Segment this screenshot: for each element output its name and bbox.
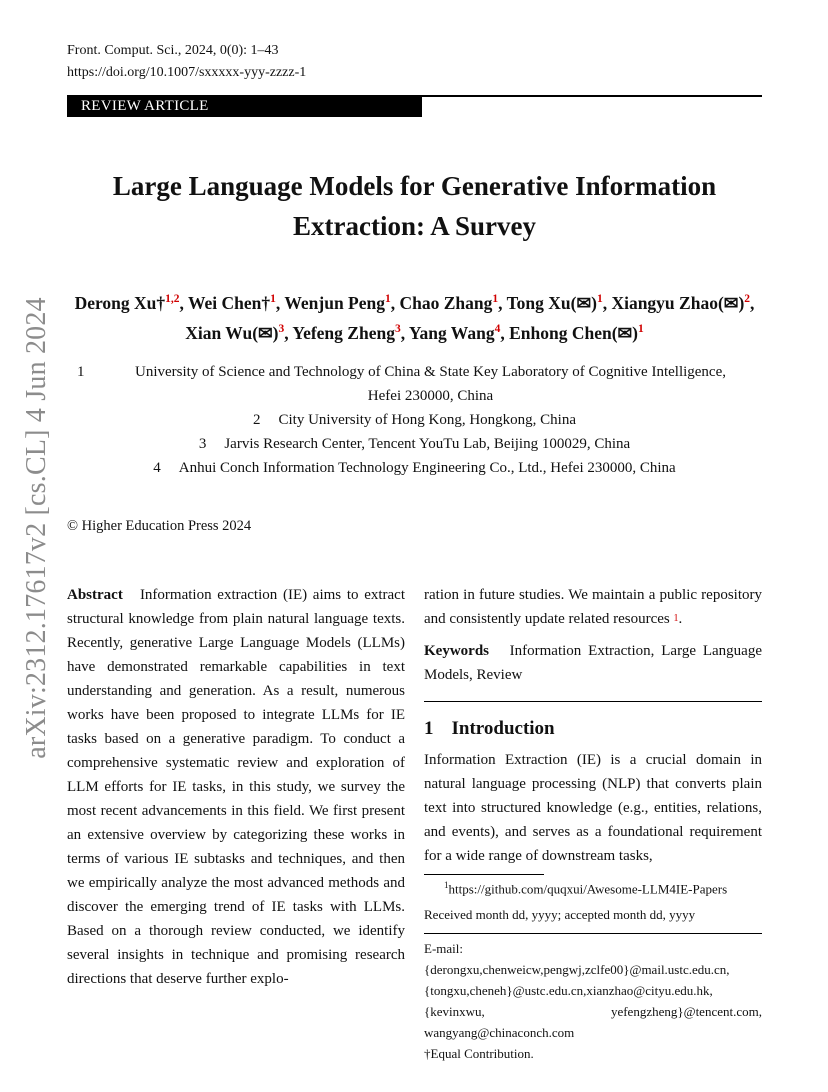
author-affiliation-mark: 1 xyxy=(385,293,391,306)
author-list: Derong Xu†$^{1,2}$, Wei Chen†$^1$, Wenjun Peng$^1$, Chao Zhang$^1$, Tong Xu(✉)$^1$, Xiangyu Zhao(✉)$^2$, Xian Wu(✉)$^3$, Yefeng Zheng$^3$, Yang Wang$^4$, Enhong Chen(✉)$^1$ xyxy=(74,293,755,343)
author-affiliation-mark: 2 xyxy=(744,293,751,306)
doi-link[interactable]: https://doi.org/10.1007/sxxxxx-yyy-zzzz-1 xyxy=(67,65,307,80)
abstract-left-column xyxy=(67,583,405,991)
author-name: Chao Zhang xyxy=(399,293,493,313)
right-column xyxy=(424,583,762,1064)
footnote-url[interactable]: https://github.com/quqxui/Awesome-LLM4IE-Papers xyxy=(448,881,728,897)
section-number: 1 xyxy=(424,718,434,739)
footnote xyxy=(424,875,762,899)
abstract-label: Abstract xyxy=(67,587,123,603)
journal-citation: Front. Comput. Sci., 2024, 0(0): 1–43 xyxy=(67,43,279,58)
author-affiliation-mark: 1 xyxy=(492,293,499,306)
footnote-reference[interactable]: 1 xyxy=(673,613,679,624)
email-line: wangyang@chinaconch.com xyxy=(424,1025,575,1041)
author-affiliation-mark: 1,2 xyxy=(165,293,180,306)
email-line xyxy=(424,1001,762,1022)
affiliation-item xyxy=(67,360,762,408)
affiliation-text: Anhui Conch Information Technology Engineering Co., Ltd., Hefei 230000, China xyxy=(178,460,676,476)
abstract-text-continued: ration in future studies. We maintain a public repository and consistently update related resources xyxy=(424,587,762,627)
abstract-continuation: ration in future studies. We maintain a public repository and consistently update related resources $^1$. xyxy=(424,587,762,627)
affiliation-number: 1 xyxy=(77,364,85,380)
email-block xyxy=(424,938,762,1064)
email-fragment: {kevinxwu, xyxy=(424,1004,485,1020)
author-affiliation-mark: 4 xyxy=(494,323,501,336)
author-name: Wenjun Peng xyxy=(284,293,385,313)
abstract-text: Information extraction (IE) aims to extract structural knowledge from plain natural language texts. Recently, generative Large Language Models (LLMs) have demonstrated remarkable capabilities in text understanding and generation. As a result, numerous works have been proposed to integrate LLMs for IE tasks based on a generative paradigm. To conduct a comprehensive systematic review and exploration of LLM efforts for IE tasks, in this study, we survey the most recent advancements in this field. We first present an extensive overview by categorizing these works in terms of various IE subtasks and techniques, and then we empirically analyze the most advanced methods and discover the emerging trend of IE tasks with LLMs. Based on a thorough review conducted, we identify several insights in technique and promising research directions that deserve further explo- xyxy=(67,587,405,987)
section-banner xyxy=(67,95,762,117)
section-divider xyxy=(424,701,762,702)
affiliation-number: 4 xyxy=(153,460,161,476)
arxiv-identifier-stamp: arXiv:2312.17617v2 [cs.CL] 4 Jun 2024 xyxy=(21,297,52,759)
affiliation-text: Hefei 230000, China xyxy=(367,388,494,404)
keywords-text: Information Extraction, Large Language Models, Review xyxy=(424,643,762,683)
author-name: Enhong Chen(✉) xyxy=(509,323,639,343)
author-affiliation-mark: 1 xyxy=(638,323,644,336)
section-label: REVIEW ARTICLE xyxy=(81,98,209,114)
email-divider xyxy=(424,933,762,934)
affiliation-text: City University of Hong Kong, Hongkong, China xyxy=(278,412,576,428)
title-line-2: Extraction: A Survey xyxy=(293,211,536,241)
author-name: Wei Chen† xyxy=(187,293,271,313)
affiliation-text: Jarvis Research Center, Tencent YouTu Lab, Beijing 100029, China xyxy=(224,436,631,452)
banner-rule xyxy=(422,95,762,97)
author-affiliation-mark: 3 xyxy=(278,323,285,336)
keywords-block xyxy=(424,639,762,687)
author-name: Tong Xu(✉) xyxy=(506,293,597,313)
copyright-notice: © Higher Education Press 2024 xyxy=(67,518,252,534)
author-name: Yang Wang xyxy=(408,323,495,343)
email-fragment: yefengzheng}@tencent.com, xyxy=(610,1004,762,1020)
affiliation-text: University of Science and Technology of China & State Key Laboratory of Cognitive Intelligence, xyxy=(134,364,726,380)
email-line: {tongxu,cheneh}@ustc.edu.cn,xianzhao@cityu.edu.hk, xyxy=(424,983,713,999)
section-title: Introduction xyxy=(451,718,555,739)
author-name: Yefeng Zheng xyxy=(292,323,395,343)
affiliation-item xyxy=(67,408,762,432)
author-name: Xiangyu Zhao(✉) xyxy=(611,293,745,313)
author-affiliation-mark: 1 xyxy=(270,293,276,306)
title-line-1: Large Language Models for Generative Information xyxy=(112,171,717,201)
equal-contribution-note: †Equal Contribution. xyxy=(424,1046,534,1062)
affiliation-item xyxy=(67,456,762,480)
affiliation-item xyxy=(67,432,762,456)
affiliation-number: 2 xyxy=(253,412,261,428)
keywords-label: Keywords xyxy=(424,643,489,659)
intro-text: Information Extraction (IE) is a crucial domain in natural language processing (NLP) that converts plain text into structured knowledge (e.g., entities, relations, and events), and serves as a foundational requirement for a wide range of downstream tasks, xyxy=(424,752,762,864)
affiliation-number: 3 xyxy=(198,436,207,452)
intro-heading xyxy=(424,716,762,742)
paper-title xyxy=(67,166,762,246)
footnote-mark: 1 xyxy=(444,880,449,890)
author-affiliation-mark: 1 xyxy=(596,293,603,306)
author-name: Derong Xu† xyxy=(74,293,166,313)
author-affiliation-mark: 3 xyxy=(394,323,401,336)
email-line: E-mail: {derongxu,chenweicw,pengwj,zclfe00}@mail.ustc.edu.cn, xyxy=(424,941,730,978)
received-dates: Received month dd, yyyy; accepted month dd, yyyy xyxy=(424,907,696,923)
author-name: Xian Wu(✉) xyxy=(185,323,279,343)
affiliation-list xyxy=(67,360,762,480)
